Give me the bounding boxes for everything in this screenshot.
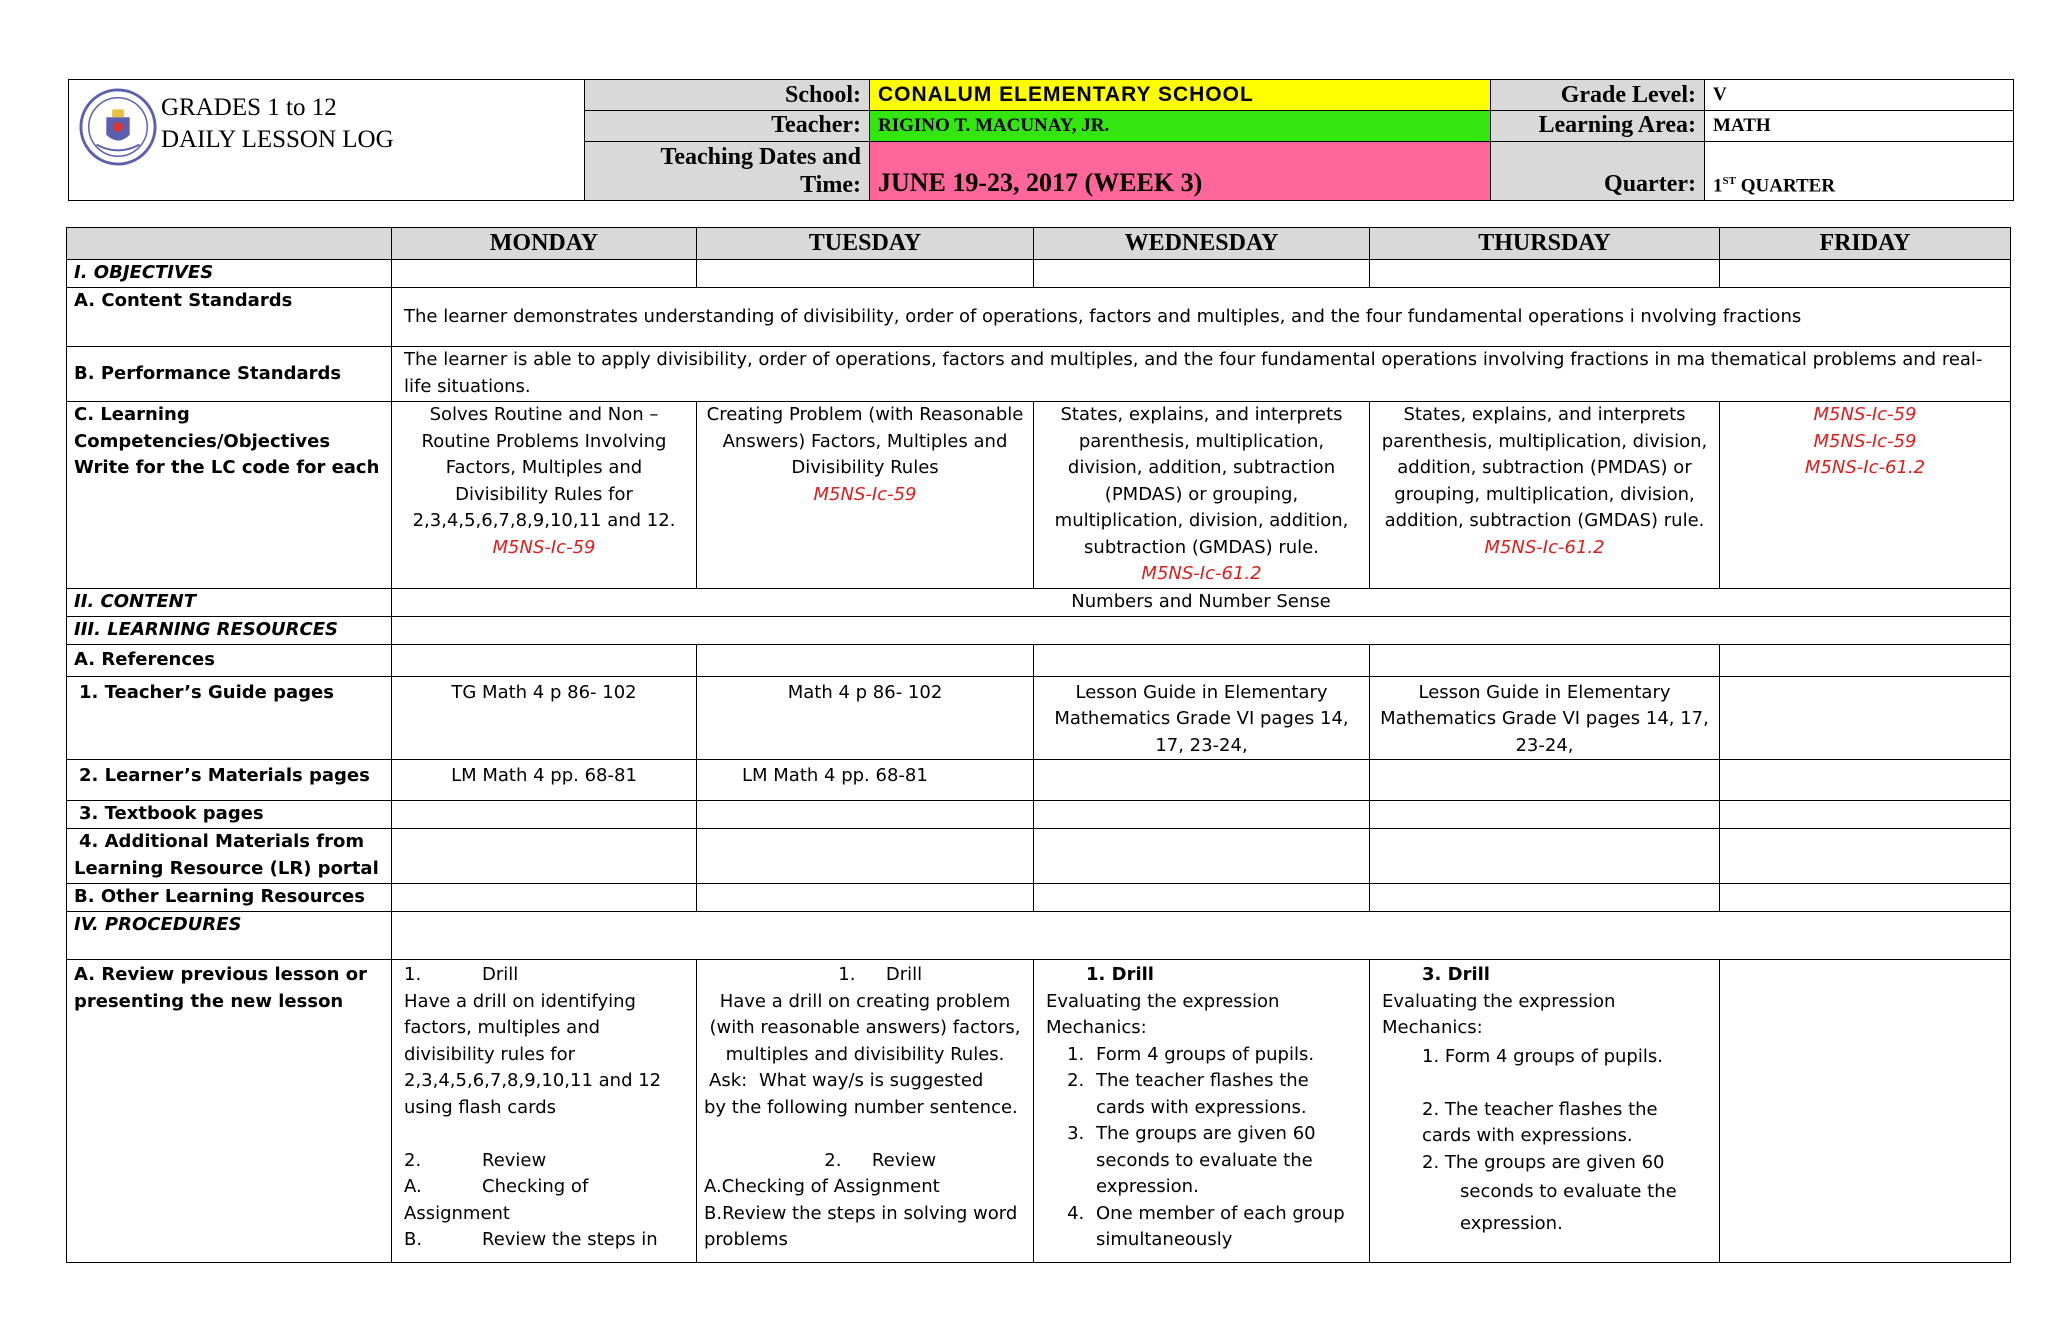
review-wednesday: 1. Drill Evaluating the expression Mechanics: 1. Form 4 groups of pupils. 2. The teacher flashes the cards with expressions. 3. The groups are given 60 seconds to evaluate the expression. 4. One member of each group simultaneously <box>1034 960 1370 1263</box>
teaching-dates-value: JUNE 19-23, 2017 (WEEK 3) <box>870 141 1491 201</box>
performance-standards-row <box>67 347 2011 402</box>
textbook-label: 3. Textbook pages <box>67 801 392 829</box>
wed-mechanic-item: 3. The groups are given 60 seconds to evaluate the expression. <box>1090 1121 1362 1201</box>
competency-tuesday: Creating Problem (with Reasonable Answers) Factors, Multiples and Divisibility Rules M5NS-Ic-59 <box>697 402 1034 589</box>
learning-resources-label: III. LEARNING RESOURCES <box>67 616 392 644</box>
teacher-label: Teacher: <box>585 111 870 141</box>
performance-standards-text: The learner is able to apply divisibility, order of operations, factors and multiples, and the four fundamental operations involving fractions in ma thematical problems and real-life situations. <box>392 347 2011 402</box>
day-friday: FRIDAY <box>1720 228 2011 260</box>
learning-area-label: Learning Area: <box>1491 111 1705 141</box>
content-label: II. CONTENT <box>67 588 392 616</box>
review-row <box>67 960 2011 1263</box>
day-thursday: THURSDAY <box>1370 228 1720 260</box>
lm-tuesday: LM Math 4 pp. 68-81 <box>697 760 1034 801</box>
teaching-dates-label-1: Teaching Dates and <box>660 143 861 170</box>
teaching-dates-label-2: Time: <box>800 171 861 198</box>
content-text: Numbers and Number Sense <box>392 588 2011 616</box>
learning-resources-row <box>67 616 2011 644</box>
teacher-value: RIGINO T. MACUNAY, JR. <box>870 111 1491 141</box>
tg-tuesday: Math 4 p 86- 102 <box>697 676 1034 760</box>
lc-code-monday: M5NS-Ic-59 <box>492 536 596 558</box>
review-friday <box>1720 960 2011 1263</box>
objectives-row <box>67 260 2011 288</box>
competency-thursday: States, explains, and interprets parenthesis, multiplication, division, addition, subtraction (PMDAS) or grouping, multiplication, division, addition, subtraction (GMDAS) rule. M5NS-Ic-61.2 <box>1370 402 1720 589</box>
wed-mechanic-item: 4. One member of each group simultaneously <box>1090 1201 1362 1254</box>
textbook-row <box>67 801 2011 829</box>
quarter-value <box>1705 141 2014 201</box>
references-row <box>67 644 2011 676</box>
quarter-num: 1 <box>1713 175 1723 196</box>
tg-monday: TG Math 4 p 86- 102 <box>392 676 697 760</box>
performance-standards-label: B. Performance Standards <box>67 347 392 402</box>
content-standards-text: The learner demonstrates understanding of divisibility, order of operations, factors and multiples, and the four fundamental operations i nvolving fractions <box>392 288 2011 347</box>
learning-area-value: MATH <box>1705 111 2014 141</box>
lc-code-friday-1: M5NS-Ic-59 <box>1813 404 1917 425</box>
competencies-label: C. Learning Competencies/Objectives Write for the LC code for each <box>67 402 392 589</box>
lc-code-tuesday: M5NS-Ic-59 <box>813 483 917 505</box>
grade-level-label: Grade Level: <box>1491 80 1705 111</box>
grade-level-value: V <box>1705 80 2014 111</box>
content-standards-row <box>67 288 2011 347</box>
title-cell <box>69 80 585 201</box>
wed-mechanic-item: 2. The teacher flashes the cards with expressions. <box>1090 1068 1362 1121</box>
other-resources-label: B. Other Learning Resources <box>67 884 392 912</box>
tg-thursday: Lesson Guide in Elementary Mathematics Grade VI pages 14, 17, 23-24, <box>1370 676 1720 760</box>
lesson-log-table <box>66 227 2011 1263</box>
review-label: A. Review previous lesson or presenting the new lesson <box>67 960 392 1263</box>
lc-code-friday-3: M5NS-Ic-61.2 <box>1804 457 1926 478</box>
review-monday: 1. Drill Have a drill on identifying factors, multiples and divisibility rules for 2,3,4,5,6,7,8,9,10,11 and 12 using flash cards 2. Review A. Checking of Assignment B. Review the steps in <box>392 960 697 1263</box>
quarter-sup: ST <box>1722 174 1736 187</box>
teaching-dates-label <box>585 141 870 201</box>
day-wednesday: WEDNESDAY <box>1034 228 1370 260</box>
content-standards-label: A. Content Standards <box>67 288 392 347</box>
school-label: School: <box>585 80 870 111</box>
competencies-row <box>67 402 2011 589</box>
objectives-label: I. OBJECTIVES <box>67 260 392 288</box>
additional-materials-label: 4. Additional Materials from Learning Resource (LR) portal <box>67 829 392 884</box>
content-row <box>67 588 2011 616</box>
additional-materials-row <box>67 829 2011 884</box>
lc-code-friday-2: M5NS-Ic-59 <box>1813 430 1917 452</box>
header-table <box>68 79 2014 201</box>
wed-mechanic-item: 1. Form 4 groups of pupils. <box>1090 1042 1362 1069</box>
teachers-guide-label: 1. Teacher’s Guide pages <box>67 676 392 760</box>
review-tuesday: 1. Drill Have a drill on creating problem (with reasonable answers) factors, multiples and divisibility Rules. Ask: What way/s is suggested by the following number sentence. 2. Review A.Checking of Assignment B.Review the steps in solving word problems <box>697 960 1034 1263</box>
review-thursday: 3. Drill Evaluating the expression Mechanics: 1. Form 4 groups of pupils. 2. The teacher flashes the cards with expressions. 2. The groups are given 60 seconds to evaluate the expression. <box>1370 960 1720 1263</box>
day-header-blank <box>67 228 392 260</box>
day-header-row <box>67 228 2011 260</box>
title-line-2: DAILY LESSON LOG <box>161 126 394 153</box>
school-value: CONALUM ELEMENTARY SCHOOL <box>870 80 1491 111</box>
other-resources-row <box>67 884 2011 912</box>
day-tuesday: TUESDAY <box>697 228 1034 260</box>
lc-code-wednesday: M5NS-Ic-61.2 <box>1141 563 1262 584</box>
competency-monday: Solves Routine and Non – Routine Problems Involving Factors, Multiples and Divisibility Rules for 2,3,4,5,6,7,8,9,10,11 and 12. M5NS-Ic-59 <box>392 402 697 589</box>
competency-wednesday: States, explains, and interprets parenthesis, multiplication, division, addition, subtraction (PMDAS) or grouping, multiplication, division, addition, subtraction (GMDAS) rule. M5NS-Ic-61.2 <box>1034 402 1370 589</box>
deped-seal-icon <box>79 88 157 166</box>
procedures-label: IV. PROCEDURES <box>67 912 392 960</box>
competency-friday <box>1720 402 2011 589</box>
quarter-label: Quarter: <box>1491 141 1705 201</box>
lc-code-thursday: M5NS-Ic-61.2 <box>1484 536 1605 558</box>
procedures-row <box>67 912 2011 960</box>
learners-materials-label: 2. Learner’s Materials pages <box>67 760 392 801</box>
tg-wednesday: Lesson Guide in Elementary Mathematics Grade VI pages 14, 17, 23-24, <box>1034 676 1370 760</box>
quarter-word: QUARTER <box>1735 175 1836 196</box>
lm-monday: LM Math 4 pp. 68-81 <box>392 760 697 801</box>
day-monday: MONDAY <box>392 228 697 260</box>
teachers-guide-row <box>67 676 2011 760</box>
learners-materials-row <box>67 760 2011 801</box>
title-line-1: GRADES 1 to 12 <box>161 94 337 121</box>
references-label: A. References <box>67 644 392 676</box>
